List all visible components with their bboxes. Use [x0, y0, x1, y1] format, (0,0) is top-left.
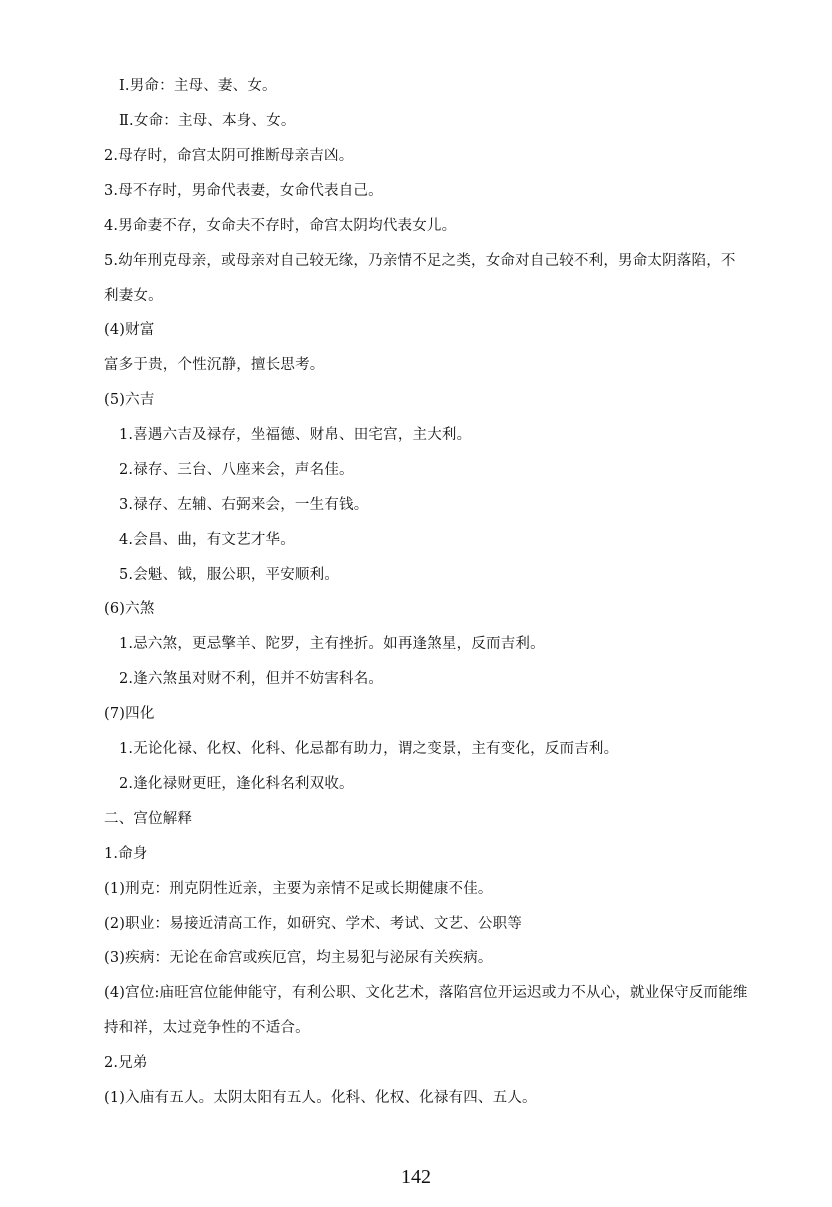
- section-heading: (5)六吉: [104, 392, 155, 408]
- text-line: 5.幼年刑克母亲，或母亲对自己较无缘，乃亲情不足之类，女命对自己较不利，男命太阴落陷，不: [104, 253, 736, 269]
- section-heading: 2.兄弟: [104, 1055, 148, 1071]
- text-line: 利妻女。: [104, 288, 163, 304]
- text-line: 2.逢化禄财更旺，逢化科名利双收。: [119, 776, 354, 792]
- text-line: 2.逢六煞虽对财不利，但并不妨害科名。: [119, 671, 384, 687]
- chapter-heading: 二、宫位解释: [104, 811, 193, 827]
- text-line: (1)刑克：刑克阴性近亲，主要为亲情不足或长期健康不佳。: [104, 881, 493, 897]
- text-line: 1.忌六煞，更忌擎羊、陀罗，主有挫折。如再逢煞星，反而吉利。: [119, 636, 545, 652]
- page-number: 142: [401, 1166, 431, 1188]
- text-line: 1.无论化禄、化权、化科、化忌都有助力，谓之变景，主有变化，反而吉利。: [119, 741, 619, 757]
- text-line: 富多于贵，个性沉静，擅长思考。: [104, 357, 325, 373]
- text-line: 持和祥，太过竞争性的不适合。: [104, 1020, 310, 1036]
- text-line: (1)入庙有五人。太阴太阳有五人。化科、化权、化禄有四、五人。: [104, 1090, 537, 1106]
- text-line: Ⅰ.男命：主母、妻、女。: [119, 78, 277, 94]
- text-line: 4.男命妻不存，女命夫不存时，命宫太阴均代表女儿。: [104, 218, 457, 234]
- text-line: 4.会昌、曲，有文艺才华。: [119, 532, 295, 548]
- text-line: 2.母存时，命宫太阴可推断母亲吉凶。: [104, 148, 354, 164]
- text-line: 3.母不存时，男命代表妻，女命代表自己。: [104, 183, 383, 199]
- text-line: 5.会魁、钺，服公职，平安顺利。: [119, 567, 340, 583]
- section-heading: (6)六煞: [104, 601, 155, 617]
- text-line: (2)职业：易接近清高工作，如研究、学术、考试、文艺、公职等: [104, 916, 523, 932]
- text-line: 1.喜遇六吉及禄存，坐福德、财帛、田宅宫，主大利。: [119, 427, 472, 443]
- section-heading: (4)财富: [104, 322, 155, 338]
- section-heading: 1.命身: [104, 846, 148, 862]
- text-line: 3.禄存、左辅、右弼来会，一生有钱。: [119, 497, 369, 513]
- text-line: (3)疾病：无论在命宫或疾厄宫，均主易犯与泌尿有关疾病。: [104, 950, 493, 966]
- section-heading: (7)四化: [104, 706, 155, 722]
- text-line: (4)宫位:庙旺宫位能伸能守，有利公职、文化艺术，落陷宫位开运迟或力不从心，就业保守反而能维: [104, 985, 748, 1001]
- text-line: Ⅱ.女命：主母、本身、女。: [119, 113, 296, 129]
- text-line: 2.禄存、三台、八座来会，声名佳。: [119, 462, 354, 478]
